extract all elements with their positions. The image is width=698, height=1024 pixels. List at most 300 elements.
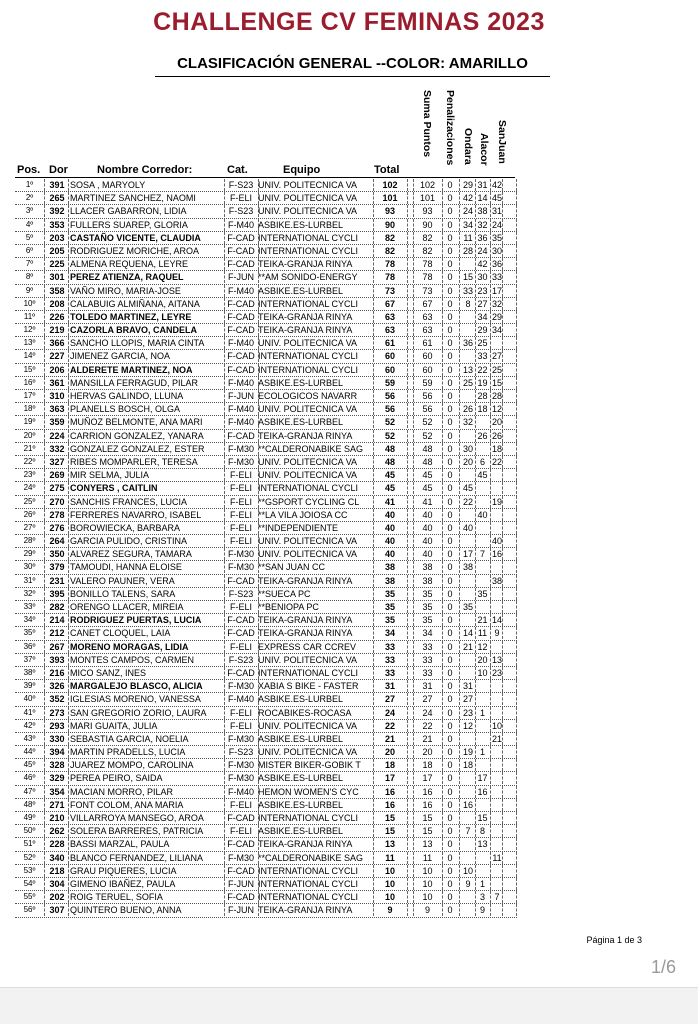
cell-divider (413, 825, 414, 837)
cell-divider (407, 416, 408, 428)
cell-divider (459, 443, 460, 455)
cell-nombre: GARCIA PULIDO, CRISTINA (70, 536, 188, 547)
cell-divider (459, 799, 460, 811)
cell-c4 (502, 601, 516, 613)
cell-c4 (502, 865, 516, 877)
cell-divider (407, 588, 408, 600)
cell-c1 (461, 535, 475, 547)
cell-total: 52 (384, 430, 395, 441)
cell-cat: F-M30 (227, 549, 254, 560)
cell-equipo: UNIV. POLITECNICA VA (258, 404, 358, 415)
cell-total: 31 (384, 681, 395, 692)
cell-nombre: GONZALEZ GONZALEZ, ESTER (70, 443, 205, 454)
cell-nombre: FERRERES NAVARRO, ISABEL (70, 509, 202, 520)
cell-c4 (502, 799, 516, 811)
cell-pen: 0 (447, 404, 453, 415)
cell-c1: 34 (462, 219, 473, 230)
cell-dor: 310 (49, 391, 65, 401)
cell-nombre: CAZORLA BRAVO, CANDELA (70, 325, 197, 336)
cell-divider (407, 812, 408, 824)
cell-c2: 7 (479, 549, 485, 560)
cell-divider (44, 772, 45, 784)
cell-suma: 35 (422, 602, 433, 612)
cell-nombre: SANCHIS FRANCES, LUCIA (70, 496, 188, 507)
cell-divider (413, 561, 414, 573)
cell-equipo: TEIKA-GRANJA RINYA (258, 615, 353, 626)
cell-divider (413, 390, 414, 402)
cell-total: 16 (384, 799, 395, 810)
cell-equipo: **SAN JUAN CC (258, 562, 326, 573)
cell-nombre: MARTINEZ SANCHEZ, NAOMI (70, 193, 196, 204)
cell-dor: 328 (49, 760, 65, 771)
cell-divider (68, 904, 69, 916)
table-row (15, 258, 517, 271)
cell-divider (44, 350, 45, 362)
table-row (15, 641, 517, 654)
cell-divider (413, 904, 414, 916)
cell-divider (407, 443, 408, 455)
cell-divider (44, 377, 45, 389)
cell-total: 82 (384, 232, 395, 243)
cell-divider (407, 799, 408, 811)
cell-pen: 0 (447, 892, 453, 903)
table-row (15, 772, 517, 785)
cell-c1 (461, 311, 475, 323)
cell-nombre: ORENGO LLACER, MIREIA (70, 602, 184, 612)
cell-c2 (475, 561, 490, 573)
cell-divider (44, 364, 45, 376)
cell-divider (44, 245, 45, 257)
cell-suma: 82 (422, 232, 433, 243)
cell-c1: 12 (462, 720, 473, 731)
cell-divider (459, 772, 460, 784)
cell-divider (459, 232, 460, 244)
cell-dor: 231 (49, 575, 65, 586)
cell-divider (459, 350, 460, 362)
cell-c3: 14 (491, 615, 502, 626)
cell-c4 (502, 891, 516, 903)
cell-equipo: ASBIKE.ES-LURBEL (258, 417, 344, 428)
cell-divider (459, 707, 460, 719)
cell-divider (407, 614, 408, 626)
document-title: CHALLENGE CV FEMINAS 2023 (153, 8, 545, 36)
cell-nombre: SEBASTIA GARCIA, NOELIA (70, 733, 189, 744)
cell-c3: 23 (491, 667, 502, 678)
cell-divider (407, 377, 408, 389)
cell-divider (413, 443, 414, 455)
cell-c4 (502, 390, 516, 402)
cell-c2: 16 (477, 786, 488, 797)
cell-cat: F-CAD (227, 364, 255, 375)
cell-pos: 14º (23, 351, 36, 361)
cell-divider (44, 219, 45, 231)
cell-nombre: GIMENO IBAÑEZ, PAULA (70, 878, 176, 889)
cell-pos: 34º (23, 615, 36, 625)
cell-divider (44, 865, 45, 877)
cell-total: 35 (384, 588, 395, 599)
cell-divider (68, 654, 69, 666)
cell-suma: 33 (422, 667, 433, 678)
cell-dor: 205 (49, 245, 65, 256)
cell-divider (407, 786, 408, 798)
table-row (15, 205, 517, 218)
cell-dor: 210 (49, 813, 65, 823)
cell-total: 59 (384, 377, 395, 388)
cell-dor: 228 (49, 839, 65, 850)
cell-total: 52 (384, 417, 395, 428)
cell-divider (516, 575, 517, 587)
cell-divider (68, 192, 69, 204)
viewer-bottom-bar (0, 987, 698, 1024)
cell-pos: 9º (25, 285, 34, 295)
cell-cat: F-CAD (227, 667, 255, 678)
cell-divider (516, 799, 517, 811)
cell-divider (459, 561, 460, 573)
cell-c2 (475, 693, 490, 705)
cell-divider (516, 285, 517, 297)
cell-c4 (502, 746, 516, 758)
cell-pen: 0 (447, 813, 453, 823)
cell-suma: 17 (422, 773, 433, 784)
cell-divider (516, 746, 517, 758)
cell-c1: 13 (462, 364, 473, 375)
cell-divider (516, 878, 517, 890)
cell-divider (44, 575, 45, 587)
table-row (15, 680, 517, 693)
cell-divider (68, 245, 69, 257)
cell-total: 40 (384, 549, 395, 560)
cell-cat: F-JUN (228, 905, 254, 916)
cell-cat: F-M40 (227, 417, 254, 428)
cell-pos: 5º (25, 232, 34, 242)
cell-dor: 394 (49, 747, 65, 758)
cell-c2: 17 (477, 773, 488, 784)
table-row (15, 219, 517, 232)
table-row (15, 456, 517, 469)
cell-c4 (502, 205, 516, 217)
cell-c1: 38 (462, 562, 473, 573)
cell-c4 (502, 496, 516, 508)
cell-divider (516, 219, 517, 231)
table-row (15, 667, 517, 680)
cell-dor: 304 (49, 878, 65, 889)
cell-divider (407, 271, 408, 283)
header-total: Total (374, 164, 400, 176)
cell-pos: 40º (23, 694, 36, 704)
cell-pos: 31º (23, 575, 36, 585)
cell-cat: F-M30 (227, 681, 254, 692)
cell-c4 (502, 219, 516, 231)
cell-c4 (502, 733, 516, 745)
cell-c4 (502, 759, 516, 771)
cell-divider (413, 680, 414, 692)
cell-dor: 270 (49, 496, 65, 507)
cell-pen: 0 (447, 325, 453, 336)
page-footer: Página 1 de 3 (586, 935, 642, 945)
cell-divider (516, 298, 517, 310)
cell-nombre: CASTAÑO VICENTE, CLAUDIA (70, 232, 201, 243)
cell-divider (44, 482, 45, 494)
cell-c2: 28 (477, 391, 488, 401)
cell-pen: 0 (447, 575, 453, 586)
cell-pos: 38º (23, 667, 36, 677)
cell-divider (44, 390, 45, 402)
table-row (15, 799, 517, 812)
cell-cat: F-S23 (228, 588, 254, 599)
cell-c2 (475, 759, 490, 771)
table-row (15, 469, 517, 482)
cell-divider (44, 496, 45, 508)
cell-c2: 20 (477, 654, 488, 665)
cell-cat: F-ELI (229, 509, 252, 520)
cell-cat: F-M40 (227, 786, 254, 797)
cell-suma: 90 (422, 219, 433, 230)
cell-pos: 45º (23, 760, 36, 770)
cell-divider (68, 496, 69, 508)
cell-cat: F-ELI (229, 826, 252, 837)
cell-suma: 31 (422, 681, 433, 692)
cell-c4 (502, 561, 516, 573)
cell-c1 (461, 430, 475, 442)
cell-c1: 22 (462, 496, 473, 507)
cell-c2: 21 (477, 615, 488, 626)
cell-divider (407, 891, 408, 903)
cell-c2: 15 (477, 813, 488, 823)
cell-divider (407, 904, 408, 916)
cell-divider (68, 403, 69, 415)
cell-cat: F-ELI (229, 707, 252, 718)
cell-c4 (502, 403, 516, 415)
cell-divider (68, 614, 69, 626)
cell-c3: 17 (491, 285, 502, 296)
cell-nombre: MACIAN MORRO, PILAR (70, 786, 174, 797)
cell-divider (516, 786, 517, 798)
cell-divider (516, 601, 517, 613)
cell-divider (413, 469, 414, 481)
cell-suma: 82 (422, 245, 433, 256)
cell-c4 (502, 350, 516, 362)
cell-pos: 36º (23, 641, 36, 651)
cell-divider (68, 522, 69, 534)
cell-c2 (475, 852, 490, 864)
cell-divider (459, 324, 460, 336)
cell-divider (44, 707, 45, 719)
cell-c3: 19 (491, 496, 502, 507)
cell-equipo: UNIV. POLITECNICA VA (258, 536, 358, 547)
subtitle-underline (155, 76, 550, 77)
cell-cat: F-CAD (227, 813, 255, 823)
cell-pos: 27º (23, 522, 36, 532)
cell-c1: 16 (462, 799, 473, 810)
cell-pos: 16º (23, 377, 36, 387)
cell-suma: 35 (422, 588, 433, 599)
cell-nombre: PEREA PEIRO, SAIDA (70, 773, 163, 784)
cell-pen: 0 (447, 615, 453, 626)
cell-equipo: INTERNATIONAL CYCLI (258, 364, 359, 375)
cell-pen: 0 (447, 747, 453, 758)
cell-divider (459, 654, 460, 666)
cell-divider (413, 654, 414, 666)
cell-pen: 0 (447, 628, 453, 639)
cell-cat: F-CAD (227, 351, 255, 362)
cell-total: 10 (384, 865, 395, 876)
cell-c4 (502, 680, 516, 692)
cell-c3: 35 (491, 232, 502, 243)
table-row (15, 614, 517, 627)
cell-equipo: ASBIKE.ES-LURBEL (258, 285, 344, 296)
cell-nombre: VAÑO MIRO, MARIA-JOSE (70, 285, 181, 296)
cell-pos: 10º (23, 298, 36, 308)
cell-c3: 30 (491, 245, 502, 256)
header-underline (15, 177, 515, 178)
cell-suma: 40 (422, 536, 433, 547)
cell-c1: 14 (462, 628, 473, 639)
cell-c2: 18 (477, 404, 488, 415)
cell-nombre: ALMENA REQUENA, LEYRE (70, 259, 189, 270)
table-row (15, 548, 517, 561)
cell-divider (459, 825, 460, 837)
cell-divider (413, 878, 414, 890)
cell-divider (459, 786, 460, 798)
cell-suma: 102 (419, 180, 436, 190)
cell-pen: 0 (447, 681, 453, 692)
cell-nombre: FONT COLOM, ANA MARIA (70, 799, 184, 810)
cell-c2: 25 (477, 338, 488, 349)
cell-divider (516, 891, 517, 903)
cell-divider (407, 337, 408, 349)
cell-nombre: MUÑOZ BELMONTE, ANA MARI (70, 417, 203, 428)
cell-divider (413, 258, 414, 270)
cell-pen: 0 (447, 641, 453, 652)
cell-pos: 12º (23, 325, 36, 335)
cell-divider (459, 430, 460, 442)
cell-cat: F-ELI (229, 720, 252, 731)
cell-c1 (461, 786, 475, 798)
cell-divider (516, 654, 517, 666)
cell-divider (413, 522, 414, 534)
cell-equipo: HEMON WOMEN'S CYC (258, 786, 359, 797)
cell-divider (44, 337, 45, 349)
cell-divider (68, 772, 69, 784)
cell-dor: 392 (49, 206, 65, 217)
cell-equipo: TEIKA-GRANJA RINYA (258, 325, 353, 336)
cell-divider (407, 482, 408, 494)
cell-pen: 0 (447, 878, 453, 889)
cell-nombre: VILLARROYA MANSEGO, AROA (70, 813, 204, 823)
cell-divider (413, 707, 414, 719)
cell-total: 63 (384, 311, 395, 322)
cell-cat: F-CAD (227, 259, 255, 270)
cell-c2: 26 (477, 430, 488, 441)
cell-divider (68, 337, 69, 349)
cell-c2 (475, 522, 490, 534)
cell-c2 (475, 443, 490, 455)
table-row (15, 403, 517, 416)
cell-c2: 33 (477, 351, 488, 362)
cell-c3: 21 (491, 733, 502, 744)
cell-divider (44, 232, 45, 244)
cell-pos: 39º (23, 681, 36, 691)
cell-c1: 7 (465, 826, 471, 837)
cell-pen: 0 (447, 483, 453, 494)
cell-c2: 22 (477, 364, 488, 375)
cell-suma: 59 (422, 377, 433, 388)
cell-divider (413, 271, 414, 283)
cell-divider (68, 364, 69, 376)
cell-divider (516, 588, 517, 600)
cell-cat: F-ELI (229, 470, 252, 481)
cell-divider (413, 667, 414, 679)
cell-divider (413, 285, 414, 297)
cell-dor: 332 (49, 443, 65, 454)
cell-c1 (461, 588, 475, 600)
cell-c1 (461, 838, 475, 850)
cell-cat: F-ELI (229, 602, 252, 612)
cell-total: 56 (384, 391, 395, 401)
table-row (15, 786, 517, 799)
cell-divider (413, 641, 414, 653)
cell-c2 (475, 496, 490, 508)
cell-divider (68, 430, 69, 442)
cell-cat: F-CAD (227, 575, 255, 586)
cell-nombre: JUAREZ MOMPO, CAROLINA (70, 760, 194, 771)
cell-suma: 22 (422, 720, 433, 731)
cell-suma: 48 (422, 456, 433, 467)
table-row (15, 733, 517, 746)
cell-divider (44, 205, 45, 217)
cell-divider (516, 904, 517, 916)
cell-c2: 42 (477, 259, 488, 270)
table-row (15, 416, 517, 429)
cell-c1 (461, 733, 475, 745)
cell-equipo: UNIV. POLITECNICA VA (258, 549, 358, 560)
cell-pen: 0 (447, 707, 453, 718)
cell-divider (407, 298, 408, 310)
cell-c1: 29 (462, 180, 473, 190)
cell-divider (407, 456, 408, 468)
cell-divider (68, 852, 69, 864)
cell-divider (407, 430, 408, 442)
cell-divider (516, 271, 517, 283)
cell-dor: 275 (49, 483, 65, 494)
cell-divider (44, 561, 45, 573)
cell-c2: 14 (477, 193, 488, 204)
cell-pen: 0 (447, 430, 453, 441)
cell-c4 (502, 456, 516, 468)
cell-divider (413, 311, 414, 323)
cell-divider (516, 852, 517, 864)
cell-divider (516, 245, 517, 257)
cell-divider (516, 430, 517, 442)
cell-divider (44, 733, 45, 745)
cell-divider (413, 865, 414, 877)
cell-divider (459, 680, 460, 692)
cell-c2 (475, 482, 490, 494)
cell-cat: F-M30 (227, 852, 254, 863)
cell-pen: 0 (447, 826, 453, 837)
cell-pen: 0 (447, 193, 453, 204)
cell-divider (68, 838, 69, 850)
cell-divider (459, 535, 460, 547)
cell-divider (44, 469, 45, 481)
cell-divider (407, 496, 408, 508)
cell-c3: 15 (491, 377, 502, 388)
cell-equipo: XABIA S BIKE - FASTER (258, 681, 359, 692)
cell-pen: 0 (447, 799, 453, 810)
cell-cat: F-JUN (228, 391, 254, 401)
cell-c1: 21 (462, 641, 473, 652)
cell-c1: 30 (462, 443, 473, 454)
